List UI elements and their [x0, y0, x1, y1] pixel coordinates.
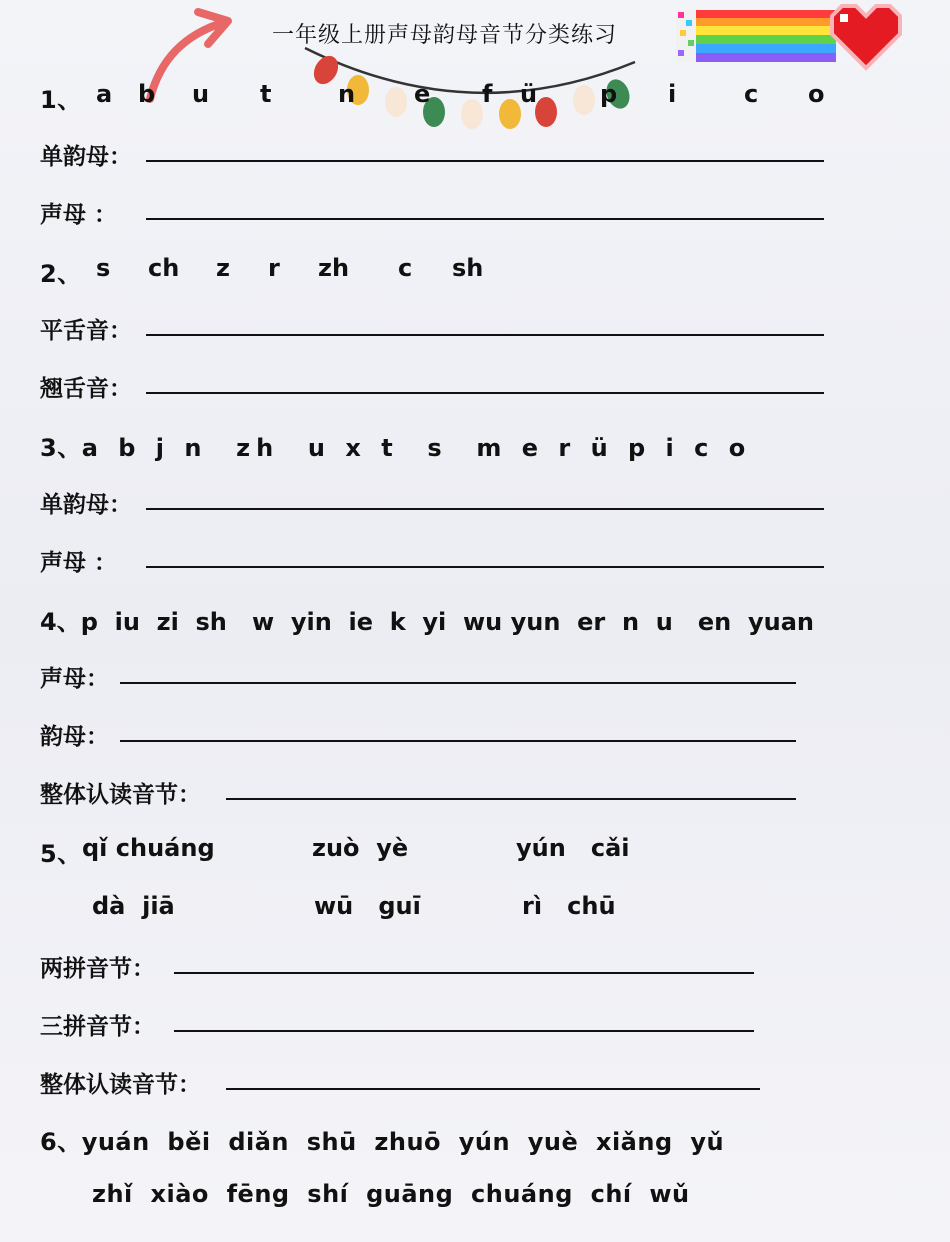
q5-word: yún cǎi [516, 834, 630, 862]
q6-words: zhǐ xiào fēng shí guāng chuáng chí wǔ [92, 1180, 690, 1208]
q2-label-flat-tongue: 平舌音： [40, 318, 132, 344]
answer-line[interactable] [174, 972, 754, 974]
answer-line[interactable] [146, 218, 824, 220]
q2-label-retroflex: 翘舌音： [40, 376, 132, 402]
q1-letter: a [96, 80, 113, 108]
q4-letters: p iu zi sh w yin ie k yi wu yun er n u en yuan [80, 608, 814, 636]
answer-line[interactable] [120, 682, 796, 684]
q5-label-two-part: 两拼音节： [40, 956, 155, 982]
q1-letter: i [668, 80, 677, 108]
rainbow-icon [676, 10, 836, 62]
q1-letter: t [260, 80, 272, 108]
q5-label-three-part: 三拼音节： [40, 1014, 155, 1040]
q5-number: 5、 [40, 840, 82, 868]
q5-word: qǐ chuáng [82, 834, 215, 862]
q1-letter: p [600, 80, 618, 108]
q4-label-initials: 声母： [40, 666, 109, 692]
answer-line[interactable] [146, 566, 824, 568]
q2-letter: z [216, 254, 230, 282]
q2-number: 2、 [40, 260, 82, 288]
q4-label-whole-syllables: 整体认读音节： [40, 782, 201, 808]
answer-line[interactable] [146, 508, 824, 510]
q3-letters: a b j n zh u x t s m e r ü p i c o [81, 434, 752, 462]
page-title: 一年级上册声母韵母音节分类练习 [272, 23, 618, 48]
q2-letter: c [398, 254, 413, 282]
q3-label-initials: 声母 ： [40, 550, 118, 576]
answer-line[interactable] [226, 798, 796, 800]
pixel-heart-icon [826, 2, 906, 72]
q1-letter: n [338, 80, 356, 108]
q5-word: zuò yè [312, 834, 409, 862]
q1-letter: f [482, 80, 493, 108]
q6-row2 [92, 1180, 690, 1208]
answer-line[interactable] [120, 740, 796, 742]
q3-row: 3、a b j n zh u x t s m e r ü p i c o [40, 434, 752, 462]
q4-label-finals: 韵母： [40, 724, 109, 750]
q1-letter: e [414, 80, 431, 108]
q2-letter: zh [318, 254, 350, 282]
q1-letter: o [808, 80, 825, 108]
answer-line[interactable] [174, 1030, 754, 1032]
q1-letter: ü [520, 80, 538, 108]
answer-line[interactable] [146, 392, 824, 394]
q1-label-finals: 单韵母： [40, 144, 132, 170]
q3-label-finals: 单韵母： [40, 492, 132, 518]
q1-letter: b [138, 80, 156, 108]
q5-word: dà jiā [92, 892, 175, 920]
answer-line[interactable] [146, 334, 824, 336]
q6-words: yuán běi diǎn shū zhuō yún yuè xiǎng yǔ [81, 1128, 725, 1156]
q1-letter: c [744, 80, 759, 108]
q4-row: 4、p iu zi sh w yin ie k yi wu yun er n u en yuan [40, 608, 814, 636]
q5-word: wū guī [314, 892, 421, 920]
q5-label-whole-syllables: 整体认读音节： [40, 1072, 201, 1098]
q2-letter: r [268, 254, 280, 282]
q1-number: 1、 [40, 86, 82, 114]
q6-row1: 6、yuán běi diǎn shū zhuō yún yuè xiǎng yǔ [40, 1128, 725, 1156]
q5-word: rì chū [522, 892, 616, 920]
answer-line[interactable] [226, 1088, 760, 1090]
q1-label-initials: 声母 ： [40, 202, 118, 228]
answer-line[interactable] [146, 160, 824, 162]
q1-letter: u [192, 80, 210, 108]
q2-letter: sh [452, 254, 484, 282]
q2-letter: s [96, 254, 111, 282]
q2-letter: ch [148, 254, 180, 282]
